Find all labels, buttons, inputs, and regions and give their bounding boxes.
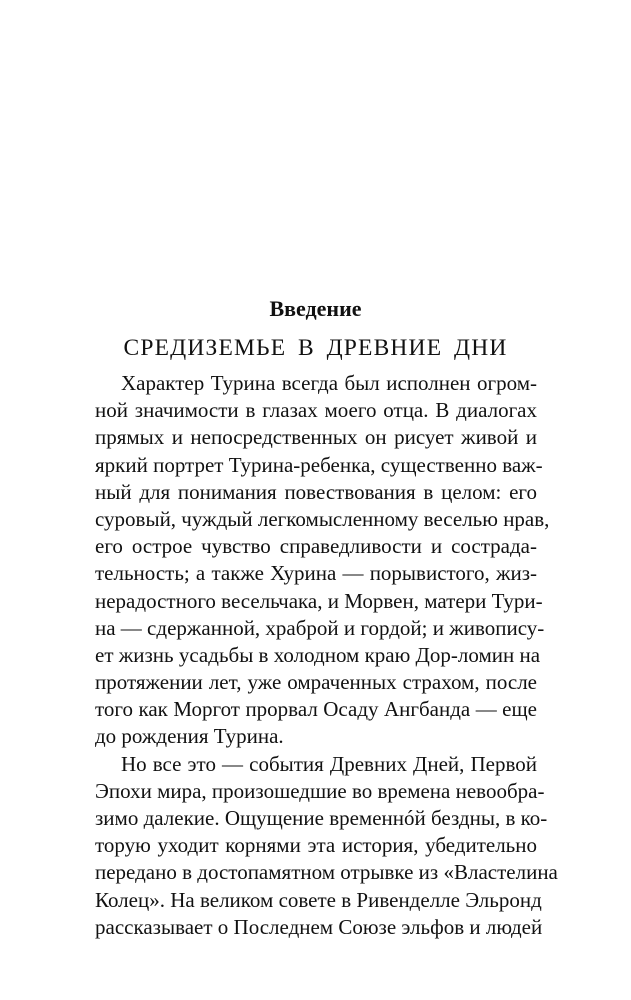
text-line: торую уходит корнями эта история, убедительно — [95, 833, 537, 858]
text-line: передано в достопамятном отрывке из «Властелина — [95, 860, 558, 885]
text-line: ной значимости в глазах моего отца. В диалогах — [95, 398, 537, 423]
text-line: прямых и непосредственных он рисует живой и — [95, 425, 537, 450]
paragraph-2 — [95, 751, 558, 941]
text-line: того как Моргот прорвал Осаду Ангбанда — еще — [95, 697, 537, 722]
text-line: ный для понимания повествования в целом: его — [95, 479, 537, 504]
text-line: Колец». На великом совете в Ривенделле Эльронд — [95, 887, 542, 912]
text-line: зимо далекие. Ощущение временнóй бездны, в ко- — [95, 806, 548, 830]
text-line: рассказывает о Последнем Союзе эльфов и людей — [95, 914, 543, 939]
text-line: Эпохи мира, произошедшие во времена невообра- — [95, 778, 545, 803]
text-line: Характер Турина всегда был исполнен огром- — [121, 371, 537, 395]
text-line: на — сдержанной, храброй и гордой; и живопису- — [95, 615, 545, 640]
text-line: протяжении лет, уже омраченных страхом, после — [95, 670, 537, 695]
text-line: его острое чувство справедливости и сострада- — [95, 534, 537, 559]
section-heading: Введение — [269, 296, 362, 321]
text-line: до рождения Турина. — [95, 724, 284, 749]
body-text — [95, 370, 558, 941]
text-line: яркий портрет Турина-ребенка, существенно важ- — [95, 452, 543, 477]
text-line: суровый, чуждый легкомысленному веселью нрав, — [95, 506, 550, 531]
text-line: нерадостного весельчака, и Морвен, матери Тури- — [95, 588, 543, 613]
text-line: Но все это — события Древних Дней, Первой — [121, 751, 537, 776]
chapter-title: СРЕДИЗЕМЬЕ В ДРЕВНИЕ ДНИ — [123, 335, 508, 361]
text-line: ет жизнь усадьбы в холодном краю Дор-ломин на — [95, 642, 541, 667]
text-line: тельность; а также Хурина — порывистого, жиз- — [95, 561, 537, 586]
paragraph-1 — [95, 370, 550, 751]
